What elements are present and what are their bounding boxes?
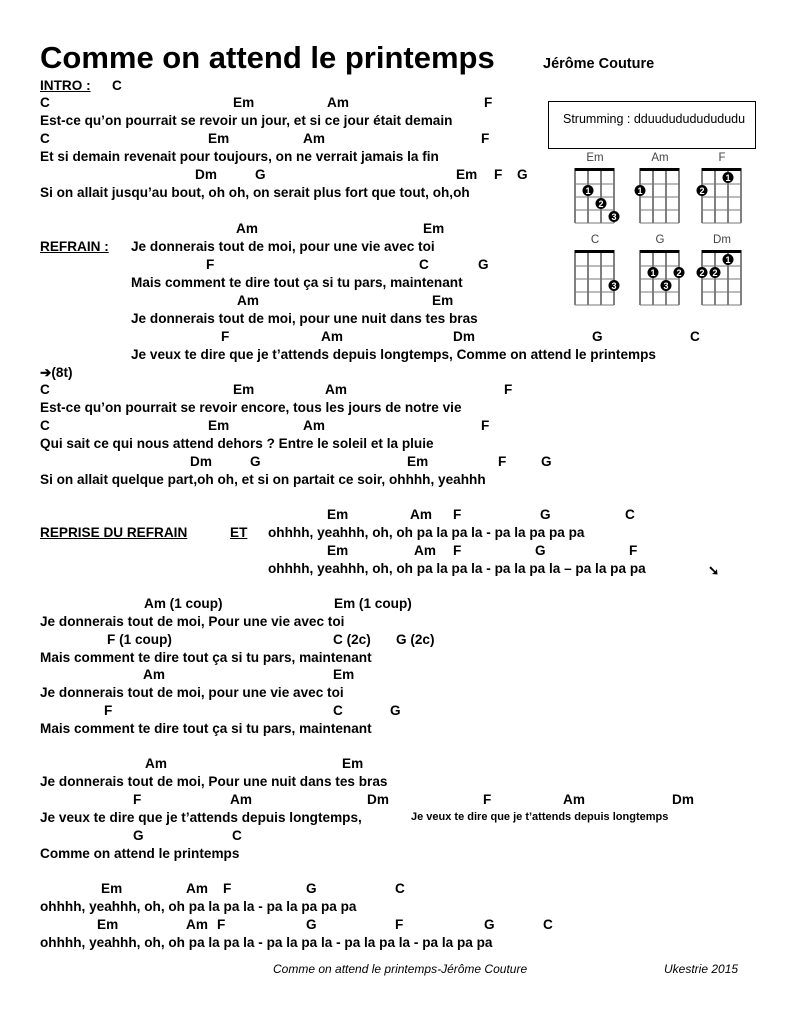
chord-grid-em: [573, 166, 619, 230]
chord-label: F: [133, 792, 142, 807]
chord-label: G: [306, 917, 317, 932]
chord-label: C: [40, 418, 50, 433]
lyric-line-small: Je veux te dire que je t’attends depuis longtemps: [411, 811, 669, 823]
chord-label: G (2c): [396, 632, 435, 647]
chord-nut: [575, 250, 614, 253]
footer-left: Comme on attend le printemps-Jérôme Couture: [273, 962, 528, 976]
finger-number: 2: [699, 268, 705, 278]
chord-label: Am: [236, 221, 258, 236]
intro-chord: C: [112, 78, 122, 93]
chord-grid-c: [573, 248, 619, 312]
chord-label: C: [690, 329, 700, 344]
chord-label: C: [419, 257, 429, 272]
chord-label: F: [481, 418, 490, 433]
lyric-line: Comme on attend le printemps: [40, 846, 240, 861]
chord-label: C: [40, 95, 50, 110]
chord-label: Em: [407, 454, 429, 469]
refrain-label: REFRAIN :: [40, 239, 109, 254]
finger-number: 3: [611, 212, 617, 222]
strumming-text: Strumming : dduududududududu: [563, 112, 746, 126]
chord-label: Em: [423, 221, 445, 236]
chord-label: F: [453, 543, 462, 558]
chord-label: C: [333, 703, 343, 718]
chord-label: Em: [208, 131, 230, 146]
chord-label: Am: [230, 792, 252, 807]
finger-number: 2: [676, 268, 682, 278]
chord-label: Em: [432, 293, 454, 308]
chord-label: Am: [321, 329, 343, 344]
chord-label: Am: [563, 792, 585, 807]
chord-label: Em: [456, 167, 478, 182]
chord-label: Am: [303, 418, 325, 433]
chord-label: F: [484, 95, 493, 110]
song-author: Jérôme Couture: [543, 56, 655, 72]
chord-label: G: [255, 167, 266, 182]
finger-number: 1: [725, 255, 731, 265]
reprise-et: ET: [230, 525, 248, 540]
chord-grid-am: [638, 166, 684, 230]
chord-label: C: [543, 917, 553, 932]
finger-number: 1: [650, 268, 656, 278]
chord-label: Em: [327, 507, 349, 522]
chord-label: G: [306, 881, 317, 896]
chord-label: Em: [101, 881, 123, 896]
chord-label: C: [40, 382, 50, 397]
lyric-line: ohhhh, yeahhh, oh, oh pa la pa la - pa la pa pa pa: [40, 899, 357, 914]
chord-diagram-name: Dm: [713, 234, 731, 246]
chord-label: C: [625, 507, 635, 522]
lyric-line: Et si demain revenait pour toujours, on ne verrait jamais la fin: [40, 149, 439, 164]
chord-label: G: [484, 917, 495, 932]
chord-label: Dm: [367, 792, 389, 807]
repeat-count: (8t): [51, 365, 73, 380]
chord-label: F: [221, 329, 230, 344]
chord-label: Am: [186, 881, 208, 896]
lyric-line: Je donnerais tout de moi, Pour une nuit dans tes bras: [40, 774, 388, 789]
chord-label: F: [223, 881, 232, 896]
chord-diagram-name: Am: [651, 152, 669, 164]
chord-label: G: [541, 454, 552, 469]
chord-label: G: [250, 454, 261, 469]
footer-right: Ukestrie 2015: [664, 962, 739, 976]
chord-grid-dm: [700, 248, 746, 312]
chord-nut: [702, 168, 741, 171]
lyric-line: Mais comment te dire tout ça si tu pars, maintenant: [40, 650, 372, 665]
lyric-line: Mais comment te dire tout ça si tu pars, maintenant: [131, 275, 463, 290]
chord-diagram-name: C: [590, 234, 600, 246]
song-title: Comme on attend le printemps: [40, 40, 495, 75]
chord-label: Em: [333, 667, 355, 682]
chord-diagram-name: F: [718, 152, 726, 164]
lyric-line: Je veux te dire que je t’attends depuis longtemps,: [40, 810, 362, 825]
chord-label: F: [629, 543, 638, 558]
strumming-box: [548, 101, 756, 149]
chord-label: Am: [410, 507, 432, 522]
intro-label: INTRO :: [40, 78, 91, 93]
finger-number: 2: [712, 268, 718, 278]
lyric-line: Mais comment te dire tout ça si tu pars, maintenant: [40, 721, 372, 736]
chord-label: Dm: [453, 329, 475, 344]
finger-number: 3: [663, 281, 669, 291]
chord-label: Em: [97, 917, 119, 932]
lyric-line: Si on allait quelque part,oh oh, et si on partait ce soir, ohhhh, yeahhh: [40, 472, 486, 487]
chord-nut: [640, 168, 679, 171]
chord-label: G: [133, 828, 144, 843]
chord-label: F: [217, 917, 226, 932]
chord-label: Am: [327, 95, 349, 110]
chord-label: F: [498, 454, 507, 469]
chord-label: G: [478, 257, 489, 272]
chord-grid-f: [700, 166, 746, 230]
chord-label: F: [206, 257, 215, 272]
finger-number: 2: [699, 186, 705, 196]
chord-label: Am: [145, 756, 167, 771]
chord-label: C: [232, 828, 242, 843]
chord-label: Am (1 coup): [144, 596, 223, 611]
chord-nut: [640, 250, 679, 253]
arrow-down-right-icon: ➘: [708, 563, 720, 578]
chord-label: F: [504, 382, 513, 397]
chord-nut: [702, 250, 741, 253]
chord-nut: [575, 168, 614, 171]
lyric-line: Je veux te dire que je t’attends depuis longtemps, Comme on attend le printemps: [131, 347, 656, 362]
repeat-marker: [40, 364, 73, 381]
lyric-line: Est-ce qu’on pourrait se revoir encore, tous les jours de notre vie: [40, 400, 462, 415]
chord-label: Em: [208, 418, 230, 433]
chord-label: Em: [342, 756, 364, 771]
chord-label: G: [540, 507, 551, 522]
chord-label: F: [104, 703, 113, 718]
lyric-line: ohhhh, yeahhh, oh, oh pa la pa la - pa la pa pa pa: [268, 525, 585, 540]
reprise-label: REPRISE DU REFRAIN: [40, 525, 188, 540]
lyric-line: Je donnerais tout de moi, pour une vie avec toi: [40, 685, 344, 700]
chord-label: F (1 coup): [107, 632, 172, 647]
chord-label: C (2c): [333, 632, 371, 647]
chord-label: G: [592, 329, 603, 344]
chord-label: F: [481, 131, 490, 146]
chord-label: G: [535, 543, 546, 558]
lyric-line: Je donnerais tout de moi, Pour une vie avec toi: [40, 614, 345, 629]
chord-label: Am: [186, 917, 208, 932]
chord-label: C: [40, 131, 50, 146]
chord-label: Am: [143, 667, 165, 682]
finger-number: 3: [611, 281, 617, 291]
lyric-line: ohhhh, yeahhh, oh, oh pa la pa la - pa la pa la – pa la pa pa: [268, 561, 646, 576]
chord-label: Em: [233, 382, 255, 397]
chord-label: Am: [325, 382, 347, 397]
lyric-line: Qui sait ce qui nous attend dehors ? Entre le soleil et la pluie: [40, 436, 434, 451]
lyric-line: Je donnerais tout de moi, pour une vie avec toi: [131, 239, 435, 254]
chord-label: Dm: [190, 454, 212, 469]
chord-label: F: [494, 167, 503, 182]
lyric-line: ohhhh, yeahhh, oh, oh pa la pa la - pa la pa la - pa la pa la - pa la pa pa: [40, 935, 493, 950]
arrow-right-icon: ➔: [40, 365, 52, 380]
chord-label: Am: [303, 131, 325, 146]
chord-label: F: [453, 507, 462, 522]
lyric-line: Je donnerais tout de moi, pour une nuit dans tes bras: [131, 311, 478, 326]
chord-diagram-name: Em: [586, 152, 604, 164]
chord-label: Em: [327, 543, 349, 558]
chord-label: Am: [414, 543, 436, 558]
finger-number: 1: [637, 186, 643, 196]
chord-label: Em (1 coup): [334, 596, 412, 611]
chord-label: Em: [233, 95, 255, 110]
chord-label: Dm: [672, 792, 694, 807]
chord-label: F: [483, 792, 492, 807]
chord-label: Am: [237, 293, 259, 308]
chord-diagram-name: G: [655, 234, 665, 246]
chord-label: F: [395, 917, 404, 932]
chord-label: G: [517, 167, 528, 182]
chord-label: Dm: [195, 167, 217, 182]
chord-grid-g: [638, 248, 684, 312]
lyric-line: Est-ce qu’on pourrait se revoir un jour, et si ce jour était demain: [40, 113, 453, 128]
finger-number: 2: [598, 199, 604, 209]
finger-number: 1: [725, 173, 731, 183]
lyric-line: Si on allait jusqu’au bout, oh oh, on serait plus fort que tout, oh,oh: [40, 185, 470, 200]
finger-number: 1: [585, 186, 591, 196]
chord-label: C: [395, 881, 405, 896]
chord-label: G: [390, 703, 401, 718]
